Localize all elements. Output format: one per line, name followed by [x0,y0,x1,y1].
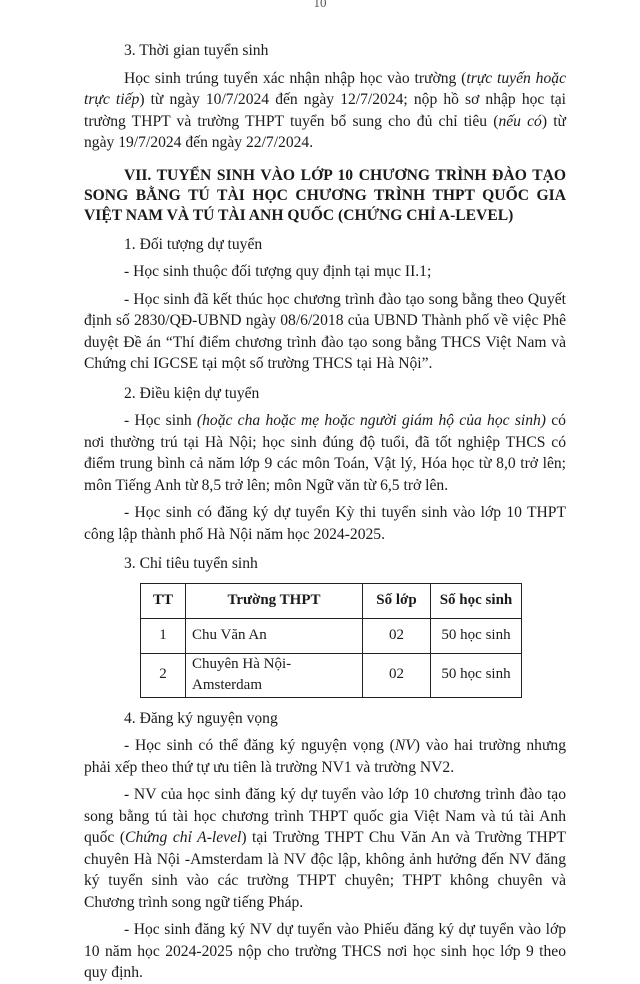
table-cell: 1 [141,618,186,653]
paragraph-conditions-1: - Học sinh (hoặc cha hoặc mẹ hoặc người giám hộ của học sinh) có nơi thường trú tại Hà Nội; học sinh đúng độ tuổi, đã tốt nghiệp THCS có điểm trung bình cả năm lớp 9 các môn Toán, Vật lý, Hóa học từ 8,0 trở lên; môn Tiếng Anh từ 8,5 trở lên; môn Ngữ văn từ 6,5 trở lên. [84,412,566,494]
table-cell: 2 [141,653,186,697]
paragraph-enrollment-time: Học sinh trúng tuyển xác nhận nhập học vào trường (trực tuyến hoặc trực tiếp) từ ngày 10/7/2024 đến ngày 12/7/2024; nộp hồ sơ nhập học tại trường THPT và trường THPT tuyển bổ sung cho đủ chỉ tiêu (nếu có) từ ngày 19/7/2024 đến ngày 22/7/2024. [84,69,567,151]
section-heading-time: 3. Thời gian tuyển sinh [124,42,269,59]
table-cell: 02 [363,618,431,653]
quota-table [140,583,522,698]
table-header: TT [141,583,186,618]
table-row [141,653,522,697]
table-header: Số lớp [363,583,431,618]
page-number: 10 [313,0,327,10]
table-cell: 02 [363,653,431,697]
subsection-heading-conditions: 2. Điều kiện dự tuyển [124,384,260,402]
paragraph-eligibility-2: - Học sinh đã kết thúc học chương trình đào tạo song bằng theo Quyết định số 2830/QĐ-UBND ngày 08/6/2018 của UBND Thành phố về việc Phê duyệt Đề án “Thí điểm chương trình đào tạo song bằng THCS Việt Nam và Chứng chỉ IGCSE tại một số trường THCS tại Hà Nội”. [84,290,566,372]
table-cell: Chu Văn An [186,618,363,653]
table-header: Số học sinh [431,583,522,618]
table-cell: 50 học sinh [431,653,522,697]
paragraph-eligibility-1: - Học sinh thuộc đối tượng quy định tại mục II.1; [124,263,432,280]
table-header: Trường THPT [186,583,363,618]
subsection-heading-preferences: 4. Đăng ký nguyện vọng [124,709,278,727]
table-cell: 50 học sinh [431,618,522,653]
subsection-heading-quota: 3. Chỉ tiêu tuyển sinh [124,555,258,572]
section-vii-heading: VII. TUYỂN SINH VÀO LỚP 10 CHƯƠNG TRÌNH ĐÀO TẠO SONG BẰNG TÚ TÀI HỌC CHƯƠNG TRÌNH THPT QUỐC GIA VIỆT NAM VÀ TÚ TÀI ANH QUỐC (CHỨNG CHỈ A-LEVEL) [84,166,566,224]
paragraph-preferences-1: - Học sinh có thể đăng ký nguyện vọng (NV) vào hai trường nhưng phải xếp theo thứ tự ưu tiên là trường NV1 và trường NV2. [84,737,566,776]
table-row [141,618,522,653]
document-body [84,40,566,984]
table-cell: Chuyên Hà Nội-Amsterdam [186,653,363,697]
paragraph-preferences-2: - NV của học sinh đăng ký dự tuyển vào lớp 10 chương trình đào tạo song bằng tú tài học chương trình THPT quốc gia Việt Nam và tú tài Anh quốc (Chứng chỉ A-level) tại Trường THPT Chu Văn An và Trường THPT chuyên Hà Nội -Amsterdam là NV độc lập, không ảnh hưởng đến NV đăng ký tuyển sinh vào các trường THPT chuyên; THPT không chuyên và Chương trình song ngữ tiếng Pháp. [84,786,566,911]
paragraph-conditions-2: - Học sinh có đăng ký dự tuyển Kỳ thi tuyển sinh vào lớp 10 THPT công lập thành phố Hà Nội năm học 2024-2025. [84,504,566,543]
paragraph-preferences-3: - Học sinh đăng ký NV dự tuyển vào Phiếu đăng ký dự tuyển vào lớp 10 năm học 2024-2025 nộp cho trường THCS nơi học sinh học lớp 9 theo quy định. [84,921,566,981]
subsection-heading-eligibility: 1. Đối tượng dự tuyển [124,235,263,253]
table-header-row [141,583,522,618]
